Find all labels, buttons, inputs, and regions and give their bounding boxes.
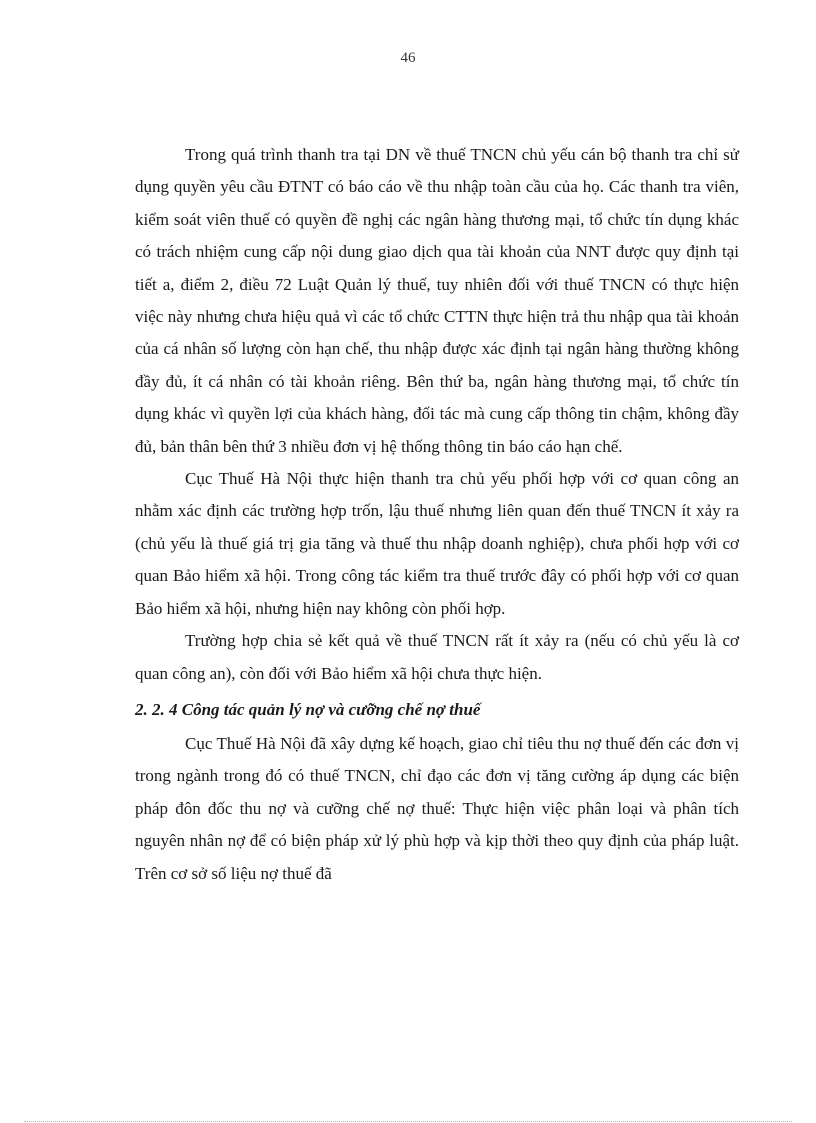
paragraph-debt-management: Cục Thuế Hà Nội đã xây dựng kế hoạch, giao chỉ tiêu thu nợ thuế đến các đơn vị trong ngành trong đó có thuế TNCN, chỉ đạo các đơn vị tăng cường áp dụng các biện pháp đôn đốc thu nợ và cưỡng chế nợ thuế: Thực hiện việc phân loại và phân tích nguyên nhân nợ để có biện pháp xử lý phù hợp và kịp thời theo quy định của pháp luật. Trên cơ sở số liệu nợ thuế đã xyxy=(135,733,739,883)
page-number: 46 xyxy=(400,50,416,66)
paragraph-tax-inspection: Trong quá trình thanh tra tại DN về thuế TNCN chủ yếu cán bộ thanh tra chỉ sử dụng quyền yêu cầu ĐTNT có báo cáo về thu nhập toàn cầu của họ. Các thanh tra viên, kiểm soát viên thuế có quyền đề nghị các ngân hàng thương mại, tổ chức tín dụng khác có trách nhiệm cung cấp nội dung giao dịch qua tài khoản của NNT được quy định tại tiết a, điểm 2, điều 72 Luật Quản lý thuế, tuy nhiên đối với thuế TNCN có thực hiện việc này nhưng chưa hiệu quả vì các tổ chức CTTN thực hiện trả thu nhập qua tài khoản của cá nhân số lượng còn hạn chế, thu nhập được xác định tại ngân hàng thường không đầy đủ, ít cá nhân có tài khoản riêng. Bên thứ ba, ngân hàng thương mại, tổ chức tín dụng khác vì quyền lợi của khách hàng, đối tác mà cung cấp thông tin chậm, không đầy đủ, bản thân bên thứ 3 nhiều đơn vị hệ thống thông tin báo cáo hạn chế. xyxy=(135,145,739,456)
paragraph-result-sharing: Trường hợp chia sẻ kết quả về thuế TNCN rất ít xảy ra (nếu có chủ yếu là cơ quan công an), còn đối với Bảo hiểm xã hội chưa thực hiện. xyxy=(135,631,739,683)
section-heading: 2. 2. 4 Công tác quản lý nợ và cưỡng chế nợ thuế xyxy=(135,699,481,719)
page-bottom-divider xyxy=(24,1121,792,1122)
paragraph-police-coordination: Cục Thuế Hà Nội thực hiện thanh tra chủ yếu phối hợp với cơ quan công an nhằm xác định các trường hợp trốn, lậu thuế nhưng liên quan đến thuế TNCN ít xảy ra (chủ yếu là thuế giá trị gia tăng và thuế thu nhập doanh nghiệp), chưa phối hợp với cơ quan Bảo hiểm xã hội. Trong công tác kiểm tra thuế trước đây có phối hợp với cơ quan Bảo hiểm xã hội, nhưng hiện nay không còn phối hợp. xyxy=(135,469,739,618)
document-body xyxy=(135,139,739,890)
